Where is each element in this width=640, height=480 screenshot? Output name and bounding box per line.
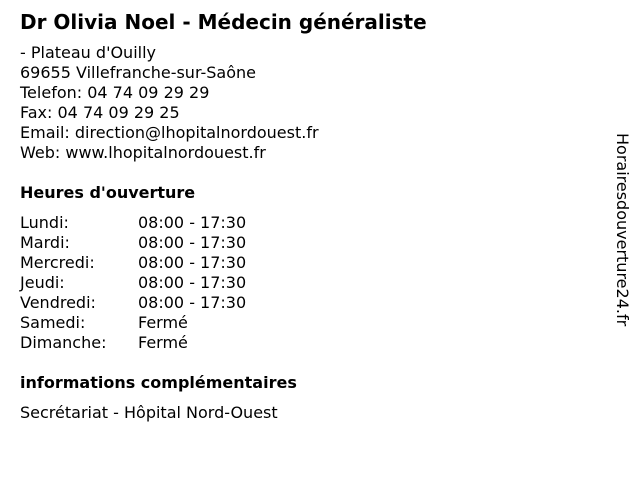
address-line-2: 69655 Villefranche-sur-Saône [20, 63, 257, 82]
web-line [20, 143, 319, 163]
email-link[interactable]: direction@lhopitalnordouest.fr [74, 123, 319, 142]
day-label: Dimanche: [20, 333, 107, 352]
site-watermark: Horairesdouverture24.fr [613, 133, 632, 327]
hours-row [20, 253, 246, 273]
opening-hours-table [20, 213, 246, 353]
day-label: Jeudi: [20, 273, 65, 292]
page-title: Dr Olivia Noel - Médecin généraliste [20, 10, 427, 34]
fax-line [20, 103, 319, 123]
day-label: Mercredi: [20, 253, 95, 272]
hours-row [20, 213, 246, 233]
hours-row [20, 273, 246, 293]
day-label: Mardi: [20, 233, 70, 252]
address-line-1: - Plateau d'Ouilly [20, 43, 156, 62]
additional-info-text: Secrétariat - Hôpital Nord-Ouest [20, 403, 278, 422]
email-line [20, 123, 319, 143]
phone-line [20, 83, 319, 103]
web-label: Web: [20, 143, 61, 162]
fax-value: 04 74 09 29 25 [57, 103, 180, 122]
hours-row [20, 293, 246, 313]
day-label: Vendredi: [20, 293, 96, 312]
web-link[interactable]: www.lhopitalnordouest.fr [65, 143, 266, 162]
day-label: Lundi: [20, 213, 69, 232]
phone-label: Telefon: [20, 83, 83, 102]
fax-label: Fax: [20, 103, 53, 122]
day-hours: 08:00 - 17:30 [138, 273, 247, 292]
day-hours: 08:00 - 17:30 [138, 293, 247, 312]
hours-row [20, 313, 246, 333]
opening-hours-heading: Heures d'ouverture [20, 183, 196, 202]
phone-value[interactable]: 04 74 09 29 29 [87, 83, 210, 102]
day-hours: Fermé [138, 333, 188, 352]
email-label: Email: [20, 123, 70, 142]
day-label: Samedi: [20, 313, 86, 332]
hours-row [20, 333, 246, 353]
day-hours: 08:00 - 17:30 [138, 233, 247, 252]
day-hours: Fermé [138, 313, 188, 332]
additional-info-heading: informations complémentaires [20, 373, 297, 392]
contact-block [20, 43, 319, 163]
day-hours: 08:00 - 17:30 [138, 253, 247, 272]
day-hours: 08:00 - 17:30 [138, 213, 247, 232]
hours-row [20, 233, 246, 253]
